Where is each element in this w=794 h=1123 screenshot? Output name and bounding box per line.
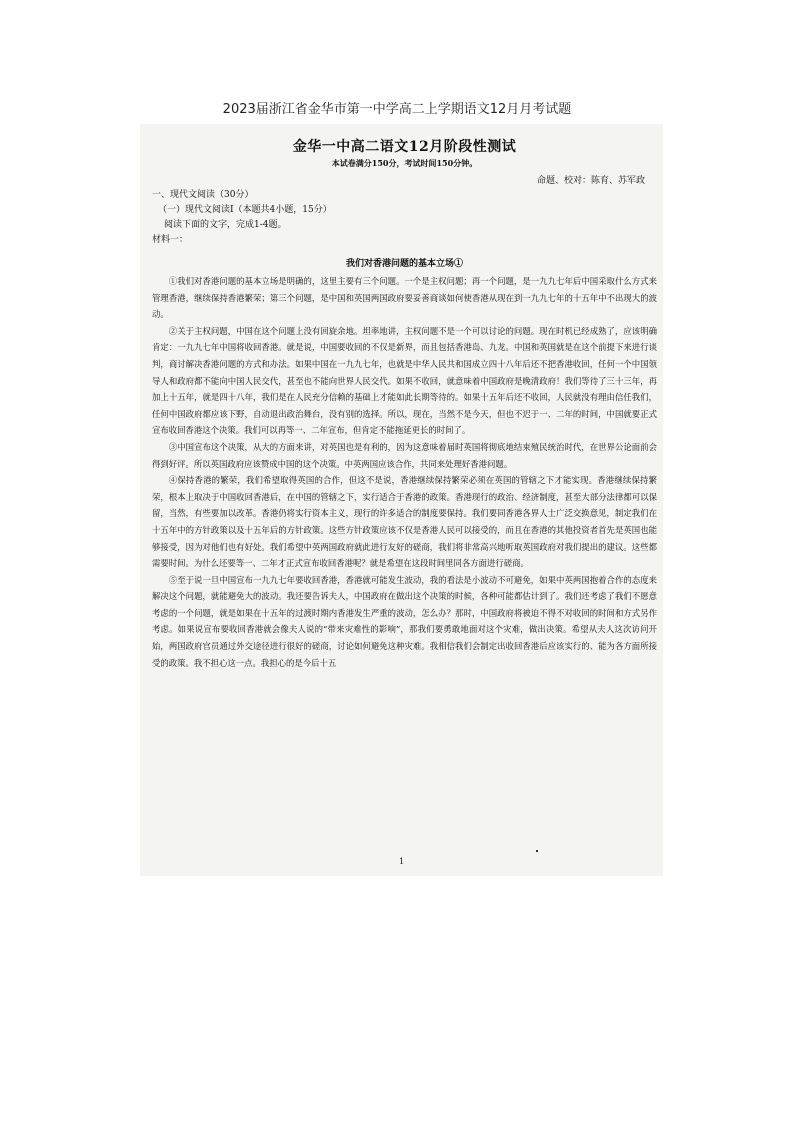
- scanned-content: [152, 132, 657, 671]
- exam-title: 金华一中高二语文12月阶段性测试: [292, 139, 517, 155]
- paragraph-2: ②关于主权问题，中国在这个问题上没有回旋余地。坦率地讲，主权问题不是一个可以讨论的问题。现在时机已经成熟了，应该明确肯定：一九九七年中国将收回香港。就是说，中国要收回的不仅是新界，而且包括香港岛、九龙。中国和英国就是在这个前提下来进行谈判，商讨解决香港问题的方式和办法。如果中国在一九九七年，也就是中华人民共和国成立四十八年后还不把香港收回，任何一个中国领导人和政府都不能向中国人民交代，甚至也不能向世界人民交代。如果不收回，就意味着中国政府是晚清政府！我们等待了三十三年，再加上十五年，就是四十八年，我们是在人民充分信赖的基础上才能如此长期等待的。如果十五年后还不收回，人民就没有理由信任我们，任何中国政府都应该下野，自动退出政治舞台，没有别的选择。所以，现在，当然不是今天，但也不迟于一、二年的时间，中国就要正式宣布收回香港这个决策。我们可以再等一、二年宣布，但肯定不能拖延更长的时间了。: [152, 325, 657, 436]
- article-title: 我们对香港问题的基本立场①: [345, 259, 463, 269]
- exam-note: 本试卷满分150分，考试时间150分钟。: [331, 158, 478, 168]
- page-number: 1: [398, 857, 405, 866]
- instruction-text: 阅读下面的文字，完成1-4题。: [164, 220, 287, 230]
- paragraph-3: ③中国宣布这个决策，从大的方面来讲，对英国也是有利的，因为这意味着届时英国将彻底地结束殖民统治时代，在世界公论面前会得到好评。所以英国政府应该赞成中国的这个决策。中英两国应该合作，共同来处理好香港问题。: [152, 441, 657, 469]
- paragraph-1: ①我们对香港问题的基本立场是明确的，这里主要有三个问题。一个是主权问题；再一个问题，是一九九七年后中国采取什么方式来管理香港，继续保持香港繁荣；第三个问题，是中国和英国两国政府要妥善商谈如何使香港从现在到一九九七年的十五年中不出现大的波动。: [152, 276, 657, 320]
- scan-speck: [536, 850, 538, 852]
- material-label: 材料一：: [152, 235, 189, 245]
- document-title: 2023届浙江省金华市第一中学高二上学期语文12月月考试题: [222, 102, 572, 117]
- scanned-page: [140, 124, 663, 876]
- paragraph-5: ⑤至于说一旦中国宣布一九九七年要收回香港，香港就可能发生波动，我的看法是小波动不可避免，如果中英两国抱着合作的态度来解决这个问题，就能避免大的波动。我还要告诉夫人，中国政府在做出这个决策的时候，各种可能都估计到了。我们还考虑了我们不愿意考虑的一个问题，就是如果在十五年的过渡时期内香港发生严重的波动，怎么办？那时，中国政府将被迫不得不对收回的时间和方式另作考虑。如果说宣布要收回香港就会像夫人说的“带来灾难性的影响”，那我们要勇敢地面对这个灾难，做出决策。希望从夫人这次访问开始，两国政府官员通过外交途径进行很好的磋商，讨论如何避免这种灾难。我相信我们会制定出收回香港后应该实行的、能为各方面所接受的政策。我不担心这一点。我担心的是今后十五: [152, 574, 657, 668]
- section-heading: 一、现代文阅读（30分）: [152, 190, 254, 200]
- paragraph-4: ④保持香港的繁荣，我们希望取得英国的合作，但这不是说，香港继续保持繁荣必须在英国的管辖之下才能实现。香港继续保持繁荣，根本上取决于中国收回香港后，在中国的管辖之下，实行适合于香港的政策。香港现行的政治、经济制度，甚至大部分法律都可以保留，当然，有些要加以改革。香港仍将实行资本主义，现行的许多适合的制度要保持。我们要同香港各界人士广泛交换意见，制定我们在十五年中的方针政策以及十五年后的方针政策。这些方针政策应该不仅是香港人民可以接受的，而且在香港的其他投资者首先是英国也能够接受，因为对他们也有好处。我们希望中英两国政府就此进行友好的磋商，我们将非常高兴地听取英国政府对我们提出的建议。这些都需要时间。为什么还要等一、二年才正式宣布收回香港呢？就是希望在这段时间里同各方面进行磋商。: [152, 475, 657, 569]
- exam-authors: 命题、校对：陈育、苏军政: [536, 176, 645, 186]
- subsection-heading: （一）现代文阅读Ⅰ（本题共4小题，15分）: [158, 205, 332, 215]
